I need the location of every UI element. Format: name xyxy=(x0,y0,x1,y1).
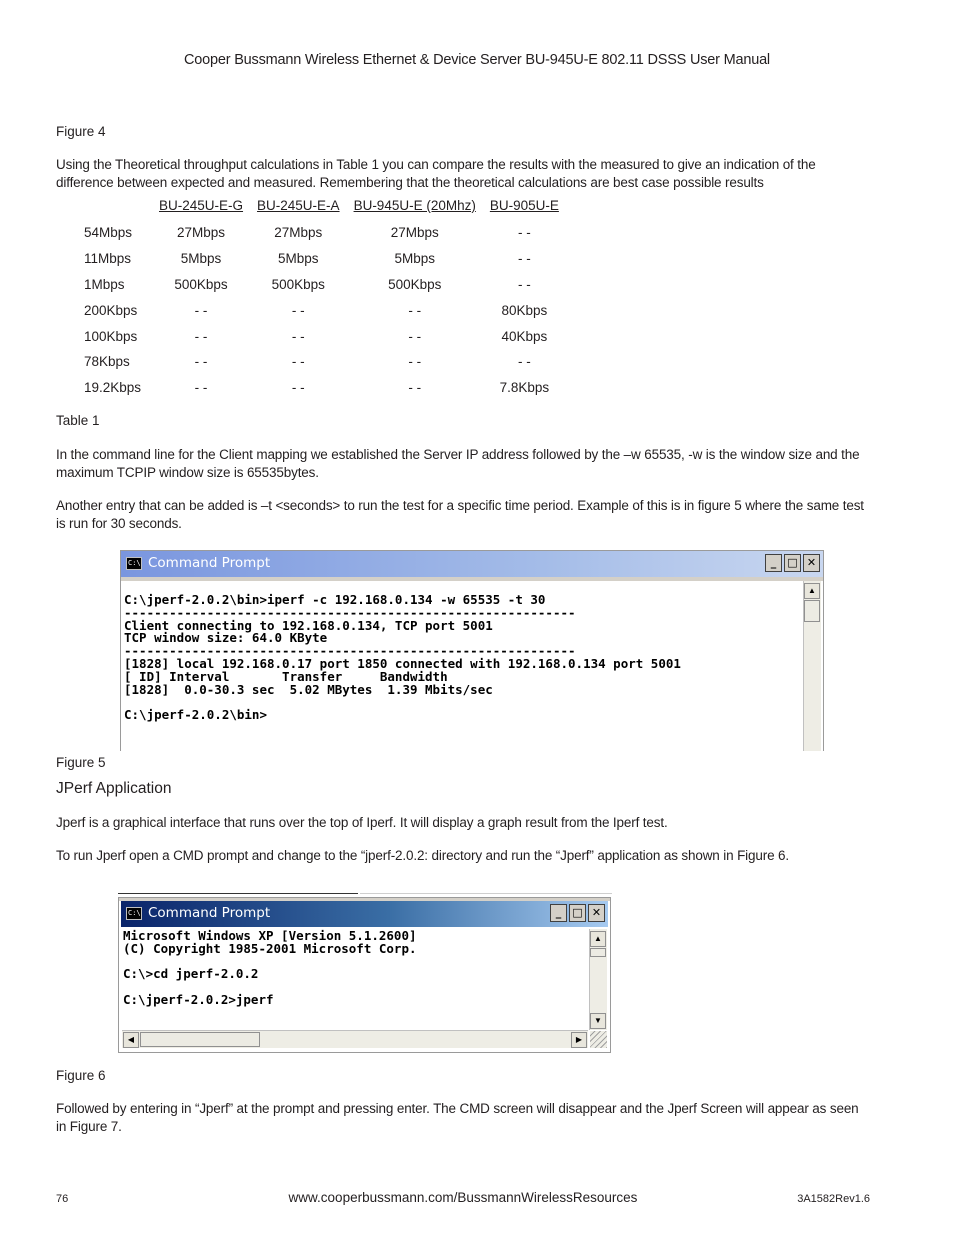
close-button[interactable]: ✕ xyxy=(588,904,605,922)
paragraph-run-jperf: To run Jperf open a CMD prompt and change to the “jperf-2.0.2: directory and run the “Jperf” application as shown in Figure 6. xyxy=(56,848,790,863)
column-header: BU-905U-E xyxy=(489,198,559,213)
scrollbar-thumb[interactable] xyxy=(590,948,606,957)
command-prompt-window-figure5 xyxy=(120,550,824,751)
paragraph-throughput-intro: Using the Theoretical throughput calculations in Table 1 you can compare the results with the measured to give an indication of the difference between expected and measured. Remembering that the theoretical calculations are best case possible results xyxy=(56,157,816,190)
table-cell: - - xyxy=(518,354,531,370)
table-cell: - - xyxy=(291,380,305,396)
table-cell: 5Mbps xyxy=(394,251,435,267)
console-icon: C:\ xyxy=(126,907,142,920)
table-cell: - - xyxy=(291,328,305,344)
scroll-right-arrow-icon[interactable]: ▶ xyxy=(571,1032,587,1048)
window-title: Command Prompt xyxy=(148,905,271,921)
row-label: 78Kbps xyxy=(84,354,130,370)
table-cell: - - xyxy=(518,251,531,267)
paragraph-time-option: Another entry that can be added is –t <seconds> to run the test for a specific time period. Example of this is in figure 5 where the same test is run for 30 seconds. xyxy=(56,498,864,531)
table-cell: - - xyxy=(194,380,208,396)
paragraph-window-size: In the command line for the Client mapping we established the Server IP address followed by the –w 65535, -w is the window size and the maximum TCPIP window size is 65535bytes. xyxy=(56,447,860,480)
table-cell: 5Mbps xyxy=(180,251,222,267)
table-corner-cell xyxy=(70,198,152,220)
window-title: Command Prompt xyxy=(148,555,271,571)
figure-6-caption: Figure 6 xyxy=(56,1068,106,1083)
page-number: 76 xyxy=(56,1193,69,1205)
paragraph-jperf-intro: Jperf is a graphical interface that runs over the top of Iperf. It will display a graph result from the Iperf test. xyxy=(56,815,668,830)
table-cell: - - xyxy=(518,276,531,292)
scroll-up-arrow-icon[interactable]: ▲ xyxy=(804,583,820,599)
row-label: 100Kbps xyxy=(84,328,138,344)
row-label: 200Kbps xyxy=(84,302,138,318)
minimize-button[interactable]: _ xyxy=(765,554,782,572)
column-header: BU-245U-E-G xyxy=(159,198,244,213)
table-cell: 27Mbps xyxy=(390,225,439,241)
table-row xyxy=(70,297,566,323)
maximize-button[interactable]: □ xyxy=(569,904,586,922)
horizontal-scrollbar-thumb[interactable] xyxy=(140,1032,260,1047)
document-header-title: Cooper Bussmann Wireless Ethernet & Device Server BU-945U-E 802.11 DSSS User Manual xyxy=(184,52,770,68)
console-output[interactable]: C:\jperf-2.0.2\bin>iperf -c 192.168.0.134 -w 65535 -t 30 ------------------------------------------------------------ Client connecting to 192.168.0.134, TCP port 5001 TCP window size: 64.0 KByte ------------------------------------------------------------ [1828] local 192.168.0.17 port 1850 connected with 192.168.0.134 port 5001 [ ID] Interval Transfer Bandwidth [1828] 0.0-30.3 sec 5.02 MBytes 1.39 Mbits/sec C:\jperf-2.0.2\bin> xyxy=(124,592,681,723)
row-label: 11Mbps xyxy=(84,251,132,267)
figure-4-caption: Figure 4 xyxy=(56,124,106,139)
table-cell: 27Mbps xyxy=(177,225,226,241)
minimize-button[interactable]: _ xyxy=(550,904,567,922)
console-icon: C:\ xyxy=(126,557,142,570)
table-cell: - - xyxy=(291,302,305,318)
table-cell: 500Kbps xyxy=(271,276,325,292)
table-cell: 500Kbps xyxy=(174,276,228,292)
table-row xyxy=(70,323,566,349)
table-cell: - - xyxy=(291,354,305,370)
window-frame-divider xyxy=(121,577,823,581)
window-title-bar[interactable] xyxy=(121,551,823,577)
row-label: 1Mbps xyxy=(84,276,125,292)
table-cell: 5Mbps xyxy=(278,251,319,267)
command-prompt-window-figure6 xyxy=(118,897,611,1053)
figure-5-caption: Figure 5 xyxy=(56,755,106,770)
table-row xyxy=(70,375,566,401)
table-cell: - - xyxy=(408,354,422,370)
row-label: 19.2Kbps xyxy=(84,380,142,396)
table-row xyxy=(70,246,566,272)
table-row xyxy=(70,220,566,246)
scroll-down-arrow-icon[interactable]: ▼ xyxy=(590,1013,606,1029)
table-row xyxy=(70,272,566,298)
table-header-row xyxy=(70,198,566,220)
console-output[interactable]: Microsoft Windows XP [Version 5.1.2600] (C) Copyright 1985-2001 Microsoft Corp. C:\>cd jperf-2.0.2 C:\jperf-2.0.2>jperf xyxy=(123,928,417,1007)
table-1-caption: Table 1 xyxy=(56,413,100,428)
table-cell: 27Mbps xyxy=(274,225,323,241)
throughput-table xyxy=(70,198,566,401)
resize-grip-icon[interactable] xyxy=(590,1031,607,1048)
screenshot-crop-line xyxy=(118,893,358,894)
screenshot-crop-line-faint xyxy=(360,893,612,894)
window-title-bar[interactable] xyxy=(121,901,608,927)
scrollbar-thumb[interactable] xyxy=(804,600,820,622)
column-header: BU-245U-E-A xyxy=(257,198,340,213)
table-cell: - - xyxy=(408,302,422,318)
table-cell: 7.8Kbps xyxy=(499,380,550,396)
table-cell: - - xyxy=(194,328,208,344)
table-cell: - - xyxy=(194,354,208,370)
scroll-up-arrow-icon[interactable]: ▲ xyxy=(590,931,606,947)
scroll-left-arrow-icon[interactable]: ◀ xyxy=(123,1032,139,1048)
table-cell: 40Kbps xyxy=(501,328,548,344)
table-cell: - - xyxy=(518,225,531,241)
table-cell: 80Kbps xyxy=(501,302,548,318)
paragraph-jperf-launch: Followed by entering in “Jperf” at the prompt and pressing enter. The CMD screen will disappear and the Jperf Screen will appear as seen in Figure 7. xyxy=(56,1101,859,1134)
table-cell: 500Kbps xyxy=(388,276,442,292)
horizontal-scrollbar[interactable] xyxy=(122,1030,588,1048)
close-button[interactable]: ✕ xyxy=(803,554,820,572)
table-cell: - - xyxy=(408,380,422,396)
vertical-scrollbar[interactable] xyxy=(589,929,607,1030)
column-header: BU-945U-E (20Mhz) xyxy=(353,198,476,213)
table-cell: - - xyxy=(408,328,422,344)
document-revision: 3A1582Rev1.6 xyxy=(797,1193,870,1205)
maximize-button[interactable]: □ xyxy=(784,554,801,572)
vertical-scrollbar[interactable] xyxy=(803,581,821,751)
section-title-jperf: JPerf Application xyxy=(56,780,172,797)
footer-url[interactable]: www.cooperbussmann.com/BussmannWirelessResources xyxy=(288,1190,638,1205)
row-label: 54Mbps xyxy=(84,225,133,241)
table-row xyxy=(70,349,566,375)
table-cell: - - xyxy=(194,302,208,318)
